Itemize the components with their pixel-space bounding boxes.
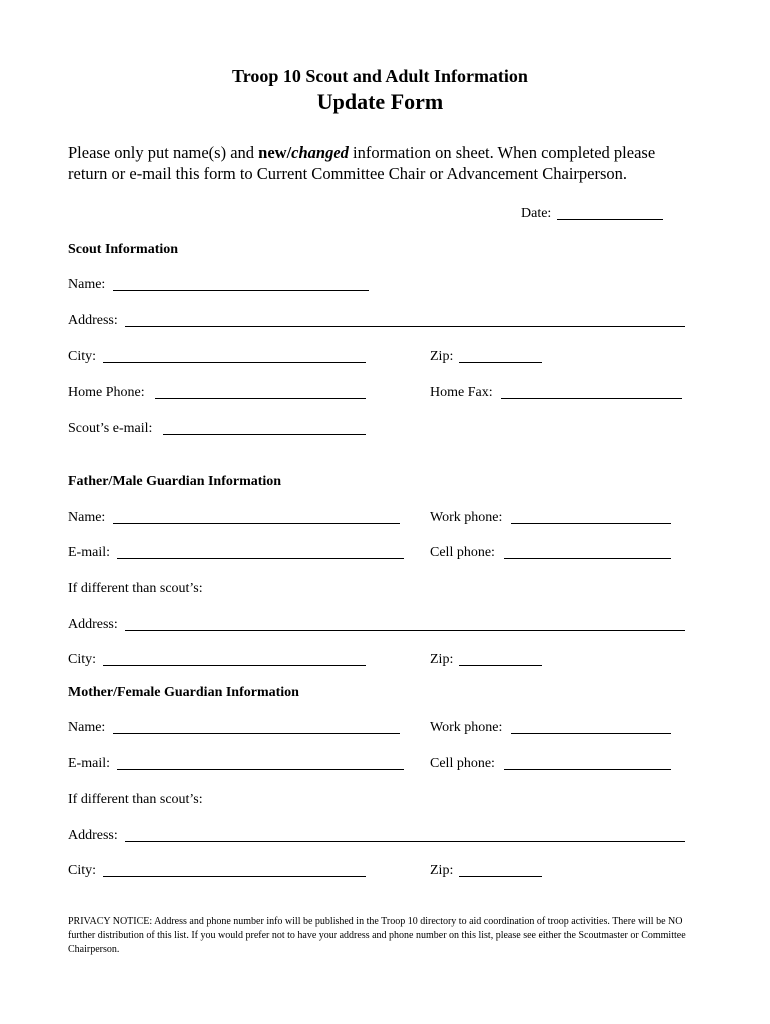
- father-name-field[interactable]: [113, 523, 400, 524]
- mother-address-field[interactable]: [125, 841, 685, 842]
- mother-email-field[interactable]: [117, 769, 404, 770]
- mother-name-field[interactable]: [113, 733, 400, 734]
- father-work-phone-label: Work phone:: [430, 510, 503, 525]
- mother-work-phone-label: Work phone:: [430, 720, 503, 735]
- mother-cell-phone-label: Cell phone:: [430, 756, 495, 771]
- father-address-label: Address:: [68, 617, 118, 632]
- father-city-field[interactable]: [103, 665, 366, 666]
- mother-address-label: Address:: [68, 828, 118, 843]
- scout-home-phone-label: Home Phone:: [68, 385, 145, 400]
- father-city-label: City:: [68, 652, 97, 667]
- date-field[interactable]: [557, 219, 663, 220]
- scout-home-phone-field[interactable]: [155, 398, 366, 399]
- scout-section-heading: Scout Information: [68, 242, 179, 257]
- father-if-different-label: If different than scout’s:: [68, 581, 203, 596]
- father-name-label: Name:: [68, 510, 106, 525]
- intro-text-2: information on sheet. When completed please return or e-mail this form to Current Committee Chair or Advancement Chairperson.: [68, 143, 656, 183]
- scout-home-fax-field[interactable]: [501, 398, 682, 399]
- father-address-field[interactable]: [125, 630, 685, 631]
- intro-bold: new/changed: [258, 143, 349, 162]
- mother-work-phone-field[interactable]: [511, 733, 671, 734]
- mother-city-label: City:: [68, 863, 97, 878]
- father-work-phone-field[interactable]: [511, 523, 671, 524]
- father-zip-field[interactable]: [459, 665, 542, 666]
- father-email-label: E-mail:: [68, 545, 110, 560]
- scout-address-field[interactable]: [125, 326, 685, 327]
- mother-cell-phone-field[interactable]: [504, 769, 671, 770]
- father-email-field[interactable]: [117, 558, 404, 559]
- scout-home-fax-label: Home Fax:: [430, 385, 493, 400]
- privacy-notice: PRIVACY NOTICE: Address and phone number info will be published in the Troop 10 directory to aid coordination of troop activities. There will be NO further distribution of this list. If you would prefer not to have your address and phone number on this list, please see either the Scoutmaster or Committee Chairperson.: [68, 916, 686, 955]
- scout-name-label: Name:: [68, 277, 106, 292]
- date-label: Date:: [521, 206, 552, 221]
- scout-address-label: Address:: [68, 313, 118, 328]
- scout-zip-label: Zip:: [430, 349, 454, 364]
- father-zip-label: Zip:: [430, 652, 454, 667]
- mother-if-different-label: If different than scout’s:: [68, 792, 203, 807]
- father-section-heading: Father/Male Guardian Information: [68, 474, 282, 489]
- intro-paragraph: [68, 142, 688, 184]
- father-cell-phone-field[interactable]: [504, 558, 671, 559]
- form-subtitle: Update Form: [316, 89, 444, 114]
- intro-bold-italic: changed: [291, 143, 349, 162]
- father-cell-phone-label: Cell phone:: [430, 545, 495, 560]
- mother-city-field[interactable]: [103, 876, 366, 877]
- scout-email-label: Scout’s e-mail:: [68, 421, 153, 436]
- scout-name-field[interactable]: [113, 290, 369, 291]
- mother-zip-label: Zip:: [430, 863, 454, 878]
- scout-email-field[interactable]: [163, 434, 366, 435]
- mother-name-label: Name:: [68, 720, 106, 735]
- scout-zip-field[interactable]: [459, 362, 542, 363]
- intro-text-1: Please only put name(s) and: [68, 143, 259, 162]
- mother-section-heading: Mother/Female Guardian Information: [68, 685, 299, 700]
- mother-zip-field[interactable]: [459, 876, 542, 877]
- mother-email-label: E-mail:: [68, 756, 110, 771]
- scout-city-label: City:: [68, 349, 97, 364]
- form-title: Troop 10 Scout and Adult Information: [232, 66, 528, 86]
- scout-city-field[interactable]: [103, 362, 366, 363]
